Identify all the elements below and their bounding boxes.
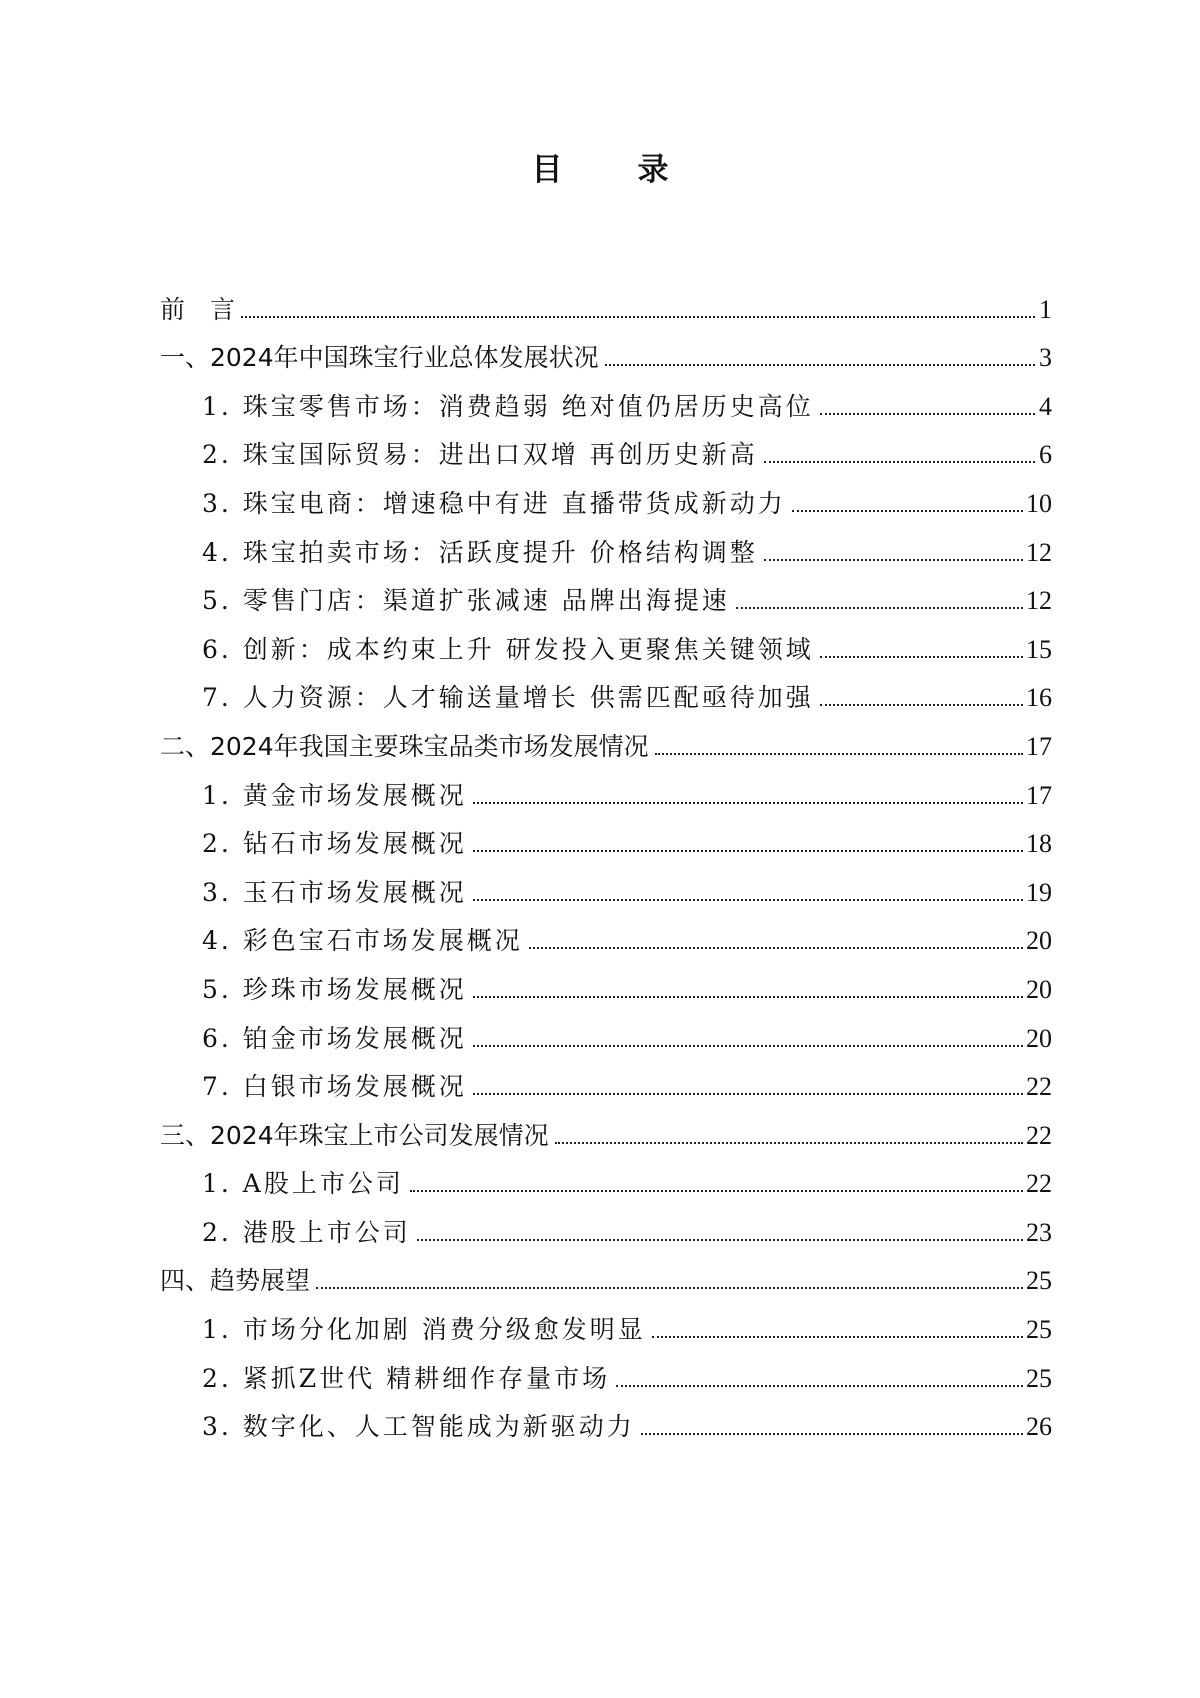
toc-entry-label: 2. 紧抓Z世代 精耕细作存量市场 bbox=[202, 1363, 611, 1393]
toc-subsection-entry[interactable] bbox=[160, 909, 1052, 958]
dot-leader bbox=[764, 461, 1035, 463]
toc-entry-label: 3. 玉石市场发展概况 bbox=[202, 877, 467, 907]
toc-subsection-entry[interactable] bbox=[160, 471, 1052, 520]
toc-entry-label: 2. 港股上市公司 bbox=[202, 1217, 411, 1247]
toc-page-number: 3 bbox=[1039, 343, 1052, 373]
toc-subsection-entry[interactable] bbox=[160, 812, 1052, 861]
toc-subsection-entry[interactable] bbox=[160, 1346, 1052, 1395]
toc-subsection-entry[interactable] bbox=[160, 666, 1052, 715]
dot-leader bbox=[473, 1045, 1023, 1047]
dot-leader bbox=[792, 510, 1023, 512]
dot-leader bbox=[820, 704, 1023, 706]
toc-section-entry[interactable] bbox=[160, 277, 1052, 326]
dot-leader bbox=[652, 1336, 1023, 1338]
dot-leader bbox=[820, 656, 1023, 658]
toc-entry-label: 2. 珠宝国际贸易：进出口双增 再创历史新高 bbox=[202, 440, 758, 470]
toc-entry-label: 三、2024年珠宝上市公司发展情况 bbox=[160, 1120, 549, 1150]
toc-entry-label: 7. 人力资源：人才输送量增长 供需匹配亟待加强 bbox=[202, 683, 814, 713]
toc-entry-label: 3. 数字化、人工智能成为新驱动力 bbox=[202, 1412, 635, 1442]
toc-entry-label: 7. 白银市场发展概况 bbox=[202, 1072, 467, 1102]
toc-page-number: 20 bbox=[1026, 926, 1052, 956]
toc-entry-label: 一、2024年中国珠宝行业总体发展状况 bbox=[160, 343, 599, 373]
toc-subsection-entry[interactable] bbox=[160, 860, 1052, 909]
toc-section-entry[interactable] bbox=[160, 1249, 1052, 1298]
toc-subsection-entry[interactable] bbox=[160, 617, 1052, 666]
toc-entry-label: 前 言 bbox=[160, 294, 236, 324]
toc-subsection-entry[interactable] bbox=[160, 1297, 1052, 1346]
toc-entry-label: 4. 珠宝拍卖市场：活跃度提升 价格结构调整 bbox=[202, 537, 758, 567]
dot-leader bbox=[820, 413, 1035, 415]
toc-entry-label: 1. 市场分化加剧 消费分级愈发明显 bbox=[202, 1315, 646, 1345]
toc-page-number: 19 bbox=[1026, 877, 1052, 907]
toc-entry-label: 1. A股上市公司 bbox=[202, 1169, 404, 1199]
dot-leader bbox=[736, 607, 1023, 609]
dot-leader bbox=[764, 559, 1023, 561]
toc-entry-label: 5. 珍珠市场发展概况 bbox=[202, 974, 467, 1004]
dot-leader bbox=[316, 1287, 1023, 1289]
dot-leader bbox=[641, 1433, 1023, 1435]
toc-page-number: 17 bbox=[1026, 780, 1052, 810]
toc-page-number: 12 bbox=[1026, 586, 1052, 616]
toc-page-number: 22 bbox=[1026, 1120, 1052, 1150]
toc-entry-label: 二、2024年我国主要珠宝品类市场发展情况 bbox=[160, 731, 649, 761]
toc-page-number: 16 bbox=[1026, 683, 1052, 713]
toc-page-number: 4 bbox=[1039, 391, 1052, 421]
table-of-contents bbox=[160, 277, 1052, 1443]
toc-page-number: 22 bbox=[1026, 1072, 1052, 1102]
toc-subsection-entry[interactable] bbox=[160, 1395, 1052, 1444]
toc-entry-label: 4. 彩色宝石市场发展概况 bbox=[202, 926, 523, 956]
page-title: 目 录 bbox=[531, 152, 691, 188]
dot-leader bbox=[555, 1142, 1023, 1144]
toc-page-number: 12 bbox=[1026, 537, 1052, 567]
toc-entry-label: 6. 创新：成本约束上升 研发投入更聚焦关键领域 bbox=[202, 634, 814, 664]
dot-leader bbox=[410, 1190, 1023, 1192]
toc-section-entry[interactable] bbox=[160, 326, 1052, 375]
toc-subsection-entry[interactable] bbox=[160, 1152, 1052, 1201]
toc-page-number: 17 bbox=[1026, 731, 1052, 761]
toc-section-entry[interactable] bbox=[160, 1103, 1052, 1152]
toc-page-number: 25 bbox=[1026, 1363, 1052, 1393]
toc-page-number: 10 bbox=[1026, 488, 1052, 518]
dot-leader bbox=[616, 1385, 1023, 1387]
toc-entry-label: 5. 零售门店：渠道扩张减速 品牌出海提速 bbox=[202, 586, 730, 616]
dot-leader bbox=[473, 850, 1023, 852]
toc-entry-label: 四、趋势展望 bbox=[160, 1266, 311, 1296]
toc-subsection-entry[interactable] bbox=[160, 569, 1052, 618]
toc-subsection-entry[interactable] bbox=[160, 957, 1052, 1006]
toc-page-number: 26 bbox=[1026, 1412, 1052, 1442]
toc-entry-label: 1. 黄金市场发展概况 bbox=[202, 780, 467, 810]
toc-page-number: 20 bbox=[1026, 974, 1052, 1004]
toc-section-entry[interactable] bbox=[160, 714, 1052, 763]
dot-leader bbox=[473, 996, 1023, 998]
toc-page-number: 20 bbox=[1026, 1023, 1052, 1053]
toc-page-number: 1 bbox=[1039, 294, 1052, 324]
toc-subsection-entry[interactable] bbox=[160, 1055, 1052, 1104]
dot-leader bbox=[473, 1093, 1023, 1095]
toc-entry-label: 3. 珠宝电商：增速稳中有进 直播带货成新动力 bbox=[202, 488, 786, 518]
toc-subsection-entry[interactable] bbox=[160, 520, 1052, 569]
dot-leader bbox=[605, 364, 1035, 366]
toc-subsection-entry[interactable] bbox=[160, 374, 1052, 423]
toc-page-number: 18 bbox=[1026, 829, 1052, 859]
toc-entry-label: 2. 钻石市场发展概况 bbox=[202, 829, 467, 859]
toc-subsection-entry[interactable] bbox=[160, 1200, 1052, 1249]
toc-entry-label: 1. 珠宝零售市场：消费趋弱 绝对值仍居历史高位 bbox=[202, 391, 814, 421]
toc-subsection-entry[interactable] bbox=[160, 763, 1052, 812]
toc-page-number: 22 bbox=[1026, 1169, 1052, 1199]
dot-leader bbox=[241, 316, 1035, 318]
toc-subsection-entry[interactable] bbox=[160, 423, 1052, 472]
toc-page-number: 15 bbox=[1026, 634, 1052, 664]
toc-page-number: 25 bbox=[1026, 1315, 1052, 1345]
dot-leader bbox=[473, 802, 1023, 804]
toc-page-number: 25 bbox=[1026, 1266, 1052, 1296]
dot-leader bbox=[529, 947, 1023, 949]
toc-entry-label: 6. 铂金市场发展概况 bbox=[202, 1023, 467, 1053]
dot-leader bbox=[473, 899, 1023, 901]
toc-subsection-entry[interactable] bbox=[160, 1006, 1052, 1055]
toc-page-number: 23 bbox=[1026, 1217, 1052, 1247]
toc-page-number: 6 bbox=[1039, 440, 1052, 470]
dot-leader bbox=[655, 753, 1023, 755]
dot-leader bbox=[417, 1239, 1023, 1241]
